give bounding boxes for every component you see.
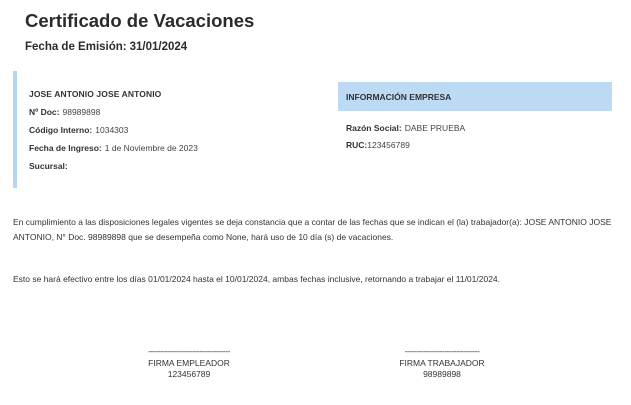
employee-entry-row [29, 143, 303, 153]
employee-name: JOSE ANTONIO JOSE ANTONIO [29, 89, 162, 99]
worker-signature-id: 98989898 [423, 369, 461, 379]
company-info-heading: INFORMACIÓN EMPRESA [338, 82, 612, 111]
employer-signature [114, 346, 264, 381]
employee-entry-label: Fecha de Ingreso: [29, 143, 102, 153]
certificate-paragraph-1: En cumplimiento a las disposiciones legales vigentes se deja constancia que a contar de las fechas que se indican el (la) trabajador(a): JOSE ANTONIO JOSE ANTONIO, N° Doc. 98989898 que se desempeña como None, hará uso de 10 día (s) de vacaciones. [13, 217, 612, 242]
certificate-paragraph-2: Esto se hará efectivo entre los días 01/01/2024 hasta el 10/01/2024, ambas fechas inclusive, retornando a trabajar el 11/01/2024. [13, 274, 501, 284]
employee-code-label: Código Interno: [29, 125, 93, 135]
employer-signature-line: ----------------------------------- [148, 346, 230, 356]
company-info-panel [346, 123, 465, 157]
employee-doc-value: 98989898 [62, 107, 101, 117]
company-name-row [346, 123, 465, 133]
employee-doc-row [29, 107, 303, 117]
employee-entry-value: 1 de Noviembre de 2023 [104, 143, 198, 153]
employee-branch-row [29, 161, 303, 171]
company-name-label: Razón Social: [346, 123, 402, 133]
employer-signature-id: 123456789 [167, 369, 211, 379]
employee-doc-label: Nº Doc: [29, 107, 60, 117]
worker-signature-label: FIRMA TRABAJADOR [399, 357, 485, 368]
employee-branch-label: Sucursal: [29, 161, 68, 171]
employee-info-panel [13, 71, 303, 188]
company-ruc-value: 123456789 [367, 140, 410, 150]
issue-date-value: 31/01/2024 [129, 41, 188, 53]
company-ruc-row [346, 140, 465, 150]
company-name-value: DABE PRUEBA [404, 123, 466, 133]
employee-code-value: 1034303 [95, 125, 129, 135]
worker-signature [367, 346, 517, 381]
issue-date-label: Fecha de Emisión: [25, 41, 127, 53]
issue-date [25, 41, 187, 53]
worker-signature-line: -------------------------------- [404, 346, 480, 356]
employer-signature-label: FIRMA EMPLEADOR [148, 357, 230, 368]
employee-code-row [29, 125, 303, 135]
certificate-title: Certificado de Vacaciones [25, 10, 255, 31]
company-ruc-label: RUC: [346, 140, 368, 150]
